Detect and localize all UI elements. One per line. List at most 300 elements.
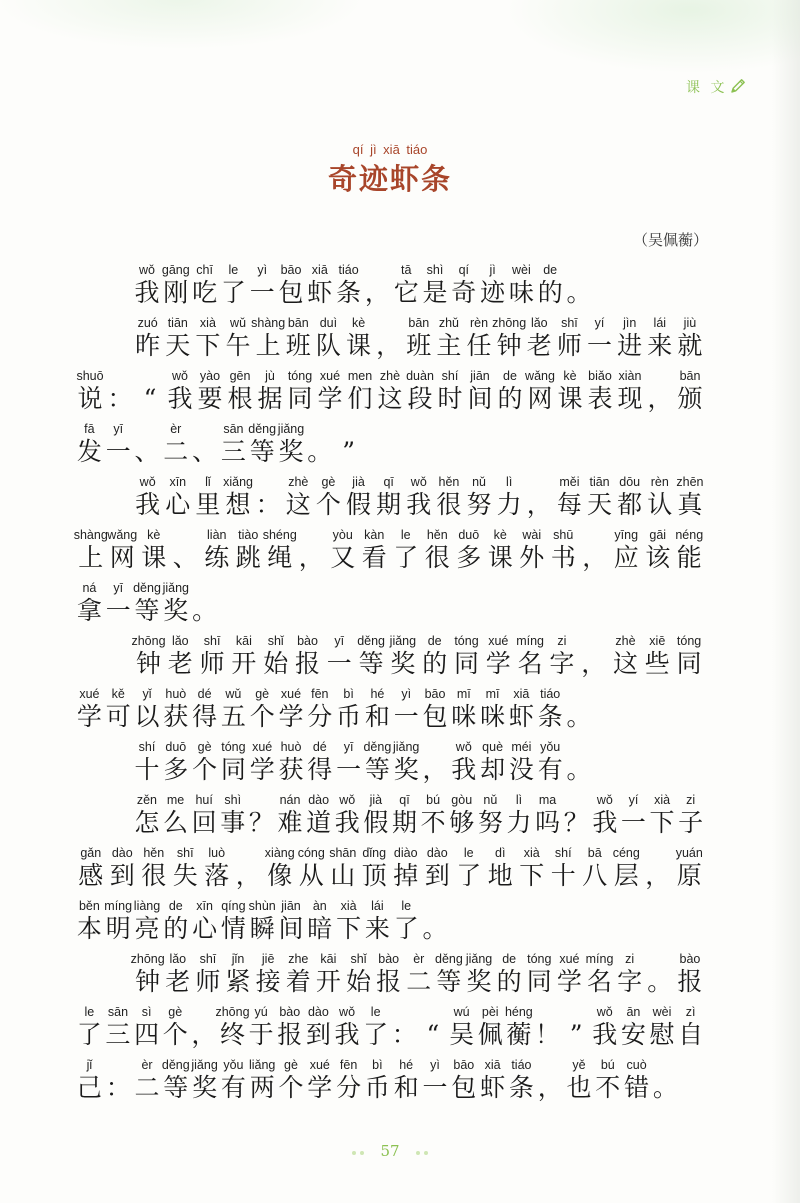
hanzi-char: 的 — [537, 278, 563, 307]
pinyin-syllable: jià — [369, 793, 383, 807]
pinyin-syllable: shū — [553, 528, 574, 542]
pinyin-syllable: tiào — [238, 528, 259, 542]
pinyin-syllable: gè — [197, 740, 212, 754]
pinyin-syllable: tiān — [589, 475, 610, 489]
line-hanzi — [75, 278, 705, 308]
pinyin-syllable: sān — [107, 1005, 129, 1019]
pinyin-syllable: yú — [254, 1005, 268, 1019]
hanzi-char: 个 — [162, 1020, 188, 1049]
hanzi-char: 难 — [277, 808, 303, 837]
hanzi-char: 班 — [285, 331, 311, 360]
hanzi-char: 主 — [436, 331, 462, 360]
pinyin-syllable: liàn — [207, 528, 227, 542]
pinyin-syllable: yì — [401, 687, 412, 701]
pinyin-syllable: xué — [252, 740, 273, 754]
hanzi-char: 二 — [406, 967, 432, 996]
pinyin-syllable: wǒ — [339, 1005, 356, 1019]
pinyin-syllable: qí — [458, 263, 470, 277]
text-line — [75, 841, 705, 894]
hanzi-char: 该 — [645, 543, 671, 572]
hanzi-char: 二 — [163, 437, 189, 466]
pinyin-syllable: zi — [686, 793, 696, 807]
hanzi-char: 的 — [163, 914, 189, 943]
pinyin-syllable: xiàn — [618, 369, 642, 383]
hanzi-char: 币 — [364, 1073, 390, 1102]
hanzi-char: 感 — [78, 861, 104, 890]
pinyin-syllable: shì — [224, 793, 242, 807]
hanzi-char: 够 — [449, 808, 475, 837]
hanzi-char: 条 — [508, 1073, 534, 1102]
line-hanzi — [75, 1073, 705, 1103]
line-hanzi — [75, 649, 705, 679]
punctuation-mark: 、 — [172, 543, 198, 572]
hanzi-char: 网 — [109, 543, 135, 572]
pinyin-syllable: tóng — [676, 634, 702, 648]
pinyin-syllable: bào — [297, 634, 318, 648]
hanzi-char: 钟 — [135, 967, 161, 996]
hanzi-char: 着 — [285, 967, 311, 996]
pinyin-syllable: yī — [113, 422, 124, 436]
hanzi-char: 虾 — [508, 702, 534, 731]
pinyin-syllable: bào — [279, 1005, 301, 1019]
hanzi-char: 吃 — [192, 278, 218, 307]
line-pinyin — [75, 527, 705, 543]
pinyin-syllable: ān — [626, 1005, 641, 1019]
hanzi-char: 得 — [192, 702, 218, 731]
punctuation-mark: ， — [364, 278, 390, 307]
hanzi-char: 三 — [220, 437, 246, 466]
hanzi-char: 有 — [537, 755, 563, 784]
pinyin-syllable: le — [401, 899, 412, 913]
pinyin-syllable: liàng — [133, 899, 161, 913]
line-pinyin — [75, 633, 705, 649]
pinyin-syllable: duì — [319, 316, 338, 330]
hanzi-char: 真 — [677, 490, 703, 519]
hanzi-char: 上 — [255, 331, 281, 360]
hanzi-char: 天 — [165, 331, 191, 360]
pinyin-syllable: xiǎng — [223, 475, 253, 489]
pinyin-syllable: huò — [165, 687, 187, 701]
hanzi-char: 一 — [105, 437, 131, 466]
hanzi-char: 包 — [278, 278, 304, 307]
hanzi-char: 落 — [204, 861, 230, 890]
hanzi-char: 同 — [220, 755, 246, 784]
pinyin-syllable: mī — [456, 687, 471, 701]
pinyin-syllable: jiē — [261, 952, 275, 966]
pinyin-syllable: hěn — [438, 475, 460, 489]
hanzi-char: 己 — [76, 1073, 102, 1102]
pinyin-syllable: yě — [572, 1058, 586, 1072]
hanzi-char: 错 — [624, 1073, 650, 1102]
line-pinyin — [75, 1057, 705, 1073]
hanzi-char: 很 — [141, 861, 167, 890]
hanzi-char: 和 — [364, 702, 390, 731]
hanzi-char: 刚 — [163, 278, 189, 307]
hanzi-char: 它 — [393, 278, 419, 307]
pinyin-syllable: de — [427, 634, 442, 648]
pinyin-syllable: de — [502, 952, 517, 966]
pinyin-syllable: mī — [485, 687, 500, 701]
line-pinyin — [75, 315, 705, 331]
line-pinyin — [75, 368, 705, 384]
pinyin-syllable: děng — [161, 1058, 190, 1072]
hanzi-char: 十 — [550, 861, 576, 890]
hanzi-char: 可 — [105, 702, 131, 731]
hanzi-char: 顶 — [361, 861, 387, 890]
pinyin-syllable: àn — [312, 899, 327, 913]
hanzi-char: 来 — [364, 914, 390, 943]
pinyin-syllable: kè — [563, 369, 577, 383]
pinyin-syllable: dōu — [619, 475, 641, 489]
line-hanzi — [75, 861, 705, 891]
pinyin-syllable: kě — [111, 687, 125, 701]
text-line — [75, 523, 705, 576]
pinyin-syllable: wǎng — [525, 369, 555, 383]
hanzi-char: 以 — [134, 702, 160, 731]
hanzi-char: 的 — [422, 649, 448, 678]
pinyin-syllable: xiàng — [264, 846, 295, 860]
line-pinyin — [75, 739, 705, 755]
hanzi-char: 段 — [407, 384, 433, 413]
hanzi-char: 都 — [617, 490, 643, 519]
pinyin-syllable: yī — [343, 740, 354, 754]
hanzi-char: 开 — [231, 649, 257, 678]
pinyin-syllable: fā — [84, 422, 95, 436]
pinyin-syllable: zhè — [288, 475, 309, 489]
hanzi-char: 下 — [336, 914, 362, 943]
hanzi-char: 很 — [424, 543, 450, 572]
line-pinyin — [75, 580, 705, 596]
hanzi-char: 吴 — [449, 1020, 475, 1049]
punctuation-mark: ， — [537, 1073, 563, 1102]
pinyin-syllable: xué — [280, 687, 302, 701]
hanzi-char: 学 — [249, 755, 275, 784]
hanzi-char: 就 — [677, 331, 703, 360]
pinyin-syllable: bāo — [453, 1058, 475, 1072]
hanzi-char: 想 — [225, 490, 251, 519]
pinyin-syllable: biǎo — [588, 369, 612, 383]
hanzi-char: 同 — [526, 967, 552, 996]
hanzi-char: 期 — [376, 490, 402, 519]
pinyin-syllable: jǐ — [86, 1058, 93, 1072]
punctuation-mark: 。 — [566, 278, 592, 307]
pinyin-syllable: zhōng — [130, 952, 165, 966]
hanzi-char: 我 — [406, 490, 432, 519]
pinyin-syllable: duō — [165, 740, 187, 754]
pinyin-syllable: yī — [334, 634, 345, 648]
punctuation-mark: “ — [426, 1020, 440, 1049]
pinyin-syllable: bān — [408, 316, 430, 330]
pinyin-syllable: méi — [511, 740, 532, 754]
pinyin-syllable: lǎo — [530, 316, 548, 330]
punctuation-mark: ， — [422, 755, 448, 784]
hanzi-char: 认 — [647, 490, 673, 519]
hanzi-char: 一 — [105, 596, 131, 625]
punctuation-mark: ， — [376, 331, 402, 360]
pinyin-syllable: ma — [538, 793, 557, 807]
pinyin-syllable: yīng — [614, 528, 639, 542]
pinyin-syllable: fēn — [339, 1058, 358, 1072]
hanzi-char: 任 — [466, 331, 492, 360]
hanzi-char: 奖 — [466, 967, 492, 996]
punctuation-mark: ？ — [248, 808, 274, 837]
hanzi-char: 一 — [326, 649, 352, 678]
pinyin-syllable: shǐ — [350, 952, 367, 966]
hanzi-char: 学 — [485, 649, 511, 678]
pinyin-syllable: shàng — [73, 528, 108, 542]
hanzi-char: 奖 — [390, 649, 416, 678]
hanzi-char: 学 — [76, 702, 102, 731]
pinyin-syllable: de — [503, 369, 517, 383]
pinyin-syllable: shí — [138, 740, 156, 754]
pinyin-syllable: le — [370, 1005, 381, 1019]
pinyin-syllable: cóng — [297, 846, 325, 860]
page-number: 57 — [380, 1142, 400, 1160]
line-pinyin — [75, 792, 705, 808]
punctuation-mark: ， — [526, 490, 552, 519]
pinyin-syllable: dì — [495, 846, 506, 860]
pinyin-syllable: jiǎng — [392, 740, 420, 754]
pinyin-syllable: wǒ — [139, 475, 156, 489]
pinyin-syllable: jiān — [470, 369, 490, 383]
pinyin-syllable: xiā — [513, 687, 530, 701]
pinyin-syllable: yǒu — [223, 1058, 244, 1072]
pinyin-syllable: kè — [147, 528, 161, 542]
line-pinyin — [75, 1004, 705, 1020]
pinyin-syllable: dào — [308, 793, 330, 807]
pinyin-syllable: shàng — [251, 316, 286, 330]
punctuation-mark: ？ — [563, 808, 589, 837]
pinyin-syllable: tiáo — [338, 263, 359, 277]
pinyin-syllable: le — [463, 846, 474, 860]
line-pinyin — [75, 898, 705, 914]
pinyin-syllable: nán — [279, 793, 301, 807]
pinyin-syllable: què — [482, 740, 504, 754]
hanzi-char: 下 — [649, 808, 675, 837]
hanzi-char: 心 — [165, 490, 191, 519]
hanzi-char: 同 — [287, 384, 313, 413]
pinyin-syllable: zhǔ — [438, 316, 459, 330]
pinyin-syllable: gāi — [649, 528, 667, 542]
pinyin-syllable: kāi — [235, 634, 252, 648]
pinyin-syllable: shuō — [76, 369, 104, 383]
text-line — [75, 682, 705, 735]
hanzi-char: 据 — [257, 384, 283, 413]
pinyin-syllable: shān — [329, 846, 357, 860]
hanzi-char: 名 — [517, 649, 543, 678]
text-line — [75, 735, 705, 788]
line-hanzi — [75, 702, 705, 732]
pinyin-syllable: jiǎng — [389, 634, 417, 648]
pinyin-syllable: bān — [679, 369, 701, 383]
line-hanzi — [75, 490, 705, 520]
hanzi-char: 道 — [306, 808, 332, 837]
pinyin-syllable: qíng — [221, 899, 246, 913]
hanzi-char: 奖 — [192, 1073, 218, 1102]
hanzi-char: 下 — [195, 331, 221, 360]
hanzi-char: 字 — [549, 649, 575, 678]
hanzi-char: 虾 — [307, 278, 333, 307]
hanzi-char: 很 — [436, 490, 462, 519]
pinyin-syllable: de — [168, 899, 183, 913]
pinyin-syllable: hěn — [426, 528, 448, 542]
pinyin-syllable: xià — [340, 899, 357, 913]
hanzi-char: 的 — [496, 967, 522, 996]
pinyin-syllable: xià — [523, 846, 540, 860]
hanzi-char: 跳 — [235, 543, 261, 572]
hanzi-char: 学 — [307, 1073, 333, 1102]
hanzi-char: 奇 — [451, 278, 477, 307]
hanzi-char: 一 — [336, 755, 362, 784]
hanzi-char: 一 — [393, 702, 419, 731]
hanzi-char: 到 — [424, 861, 450, 890]
paragraph — [75, 311, 705, 470]
hanzi-char: 师 — [195, 967, 221, 996]
punctuation-mark: ： — [391, 1020, 417, 1049]
pinyin-syllable: tiáo — [511, 1058, 532, 1072]
hanzi-char: 五 — [220, 702, 246, 731]
pinyin-syllable: gāng — [161, 263, 190, 277]
pinyin-syllable: zì — [685, 1005, 696, 1019]
hanzi-char: 怎 — [134, 808, 160, 837]
pinyin-syllable: wǒ — [596, 1005, 613, 1019]
punctuation-mark: ， — [235, 861, 261, 890]
pinyin-syllable: xué — [488, 634, 509, 648]
hanzi-char: 了 — [363, 1020, 389, 1049]
pinyin-syllable: xià — [654, 793, 671, 807]
pinyin-syllable: xué — [319, 369, 341, 383]
pinyin-syllable: yī — [113, 581, 124, 595]
lesson-body — [75, 258, 705, 1106]
pinyin-syllable: shī — [199, 952, 217, 966]
hanzi-char: 也 — [566, 1073, 592, 1102]
hanzi-char: 力 — [506, 808, 532, 837]
pinyin-syllable: nǔ — [472, 475, 486, 489]
hanzi-char: 瞬 — [249, 914, 275, 943]
pinyin-syllable: jǐn — [231, 952, 245, 966]
pinyin-syllable: yào — [199, 369, 221, 383]
hanzi-char: 包 — [422, 702, 448, 731]
hanzi-char: 队 — [315, 331, 341, 360]
hanzi-char: 于 — [248, 1020, 274, 1049]
pinyin-syllable: lì — [506, 475, 513, 489]
hanzi-char: 发 — [76, 437, 102, 466]
hanzi-char: 昨 — [135, 331, 161, 360]
hanzi-char: 子 — [678, 808, 704, 837]
hanzi-char: 到 — [305, 1020, 331, 1049]
pinyin-syllable: lì — [515, 793, 523, 807]
pinyin-syllable: ná — [82, 581, 97, 595]
pinyin-syllable: men — [347, 369, 373, 383]
hanzi-char: 同 — [676, 649, 702, 678]
pinyin-syllable: děng — [248, 422, 277, 436]
punctuation-mark: ， — [645, 861, 671, 890]
text-line — [75, 417, 705, 470]
pinyin-syllable: sì — [141, 1005, 152, 1019]
pinyin-syllable: héng — [504, 1005, 533, 1019]
pinyin-syllable: gè — [321, 475, 336, 489]
hanzi-char: 我 — [451, 755, 477, 784]
hanzi-char: 奖 — [393, 755, 419, 784]
hanzi-char: 等 — [364, 755, 390, 784]
text-line — [75, 947, 705, 1000]
pinyin-syllable: xīn — [196, 899, 213, 913]
hanzi-char: 老 — [526, 331, 552, 360]
hanzi-char: 本 — [76, 914, 102, 943]
hanzi-char: 了 — [220, 278, 246, 307]
hanzi-char: 现 — [617, 384, 643, 413]
paragraph — [75, 947, 705, 1106]
pinyin-syllable: děng — [435, 952, 463, 966]
hanzi-char: 钟 — [496, 331, 522, 360]
line-pinyin — [75, 686, 705, 702]
hanzi-char: 有 — [220, 1073, 246, 1102]
hanzi-char: 包 — [451, 1073, 477, 1102]
pinyin-syllable: gēn — [229, 369, 251, 383]
hanzi-char: 颁 — [677, 384, 703, 413]
hanzi-char: 慰 — [649, 1020, 675, 1049]
hanzi-char: 书 — [550, 543, 576, 572]
hanzi-char: 层 — [613, 861, 639, 890]
pinyin-syllable: xiā — [311, 263, 328, 277]
hanzi-char: 个 — [278, 1073, 304, 1102]
hanzi-char: 了 — [393, 914, 419, 943]
pinyin-syllable: lǎo — [171, 634, 189, 648]
pinyin-syllable: qī — [383, 475, 394, 489]
pinyin-syllable: jù — [265, 369, 275, 383]
hanzi-char: 明 — [105, 914, 131, 943]
pinyin-syllable: wǎng — [107, 528, 138, 542]
pinyin-syllable: liǎng — [248, 1058, 276, 1072]
punctuation-mark: ” — [342, 437, 355, 466]
pinyin-syllable: kāi — [320, 952, 337, 966]
hanzi-char: 终 — [219, 1020, 245, 1049]
line-hanzi — [75, 596, 705, 626]
line-hanzi — [75, 755, 705, 785]
hanzi-char: 努 — [466, 490, 492, 519]
pinyin-syllable: xīn — [169, 475, 187, 489]
hanzi-char: 同 — [453, 649, 479, 678]
pinyin-syllable: zhe — [288, 952, 309, 966]
hanzi-char: 又 — [330, 543, 356, 572]
pinyin-syllable: rèn — [650, 475, 669, 489]
pinyin-syllable: bāo — [280, 263, 302, 277]
punctuation-mark: ： — [105, 1073, 131, 1102]
pinyin-syllable: yì — [430, 1058, 440, 1072]
hanzi-char: 始 — [263, 649, 289, 678]
pinyin-syllable: jiān — [281, 899, 301, 913]
line-pinyin — [75, 845, 705, 861]
hanzi-char: 个 — [192, 755, 218, 784]
pinyin-syllable: èr — [141, 1058, 153, 1072]
pinyin-syllable: zhè — [615, 634, 636, 648]
pinyin-syllable: wǒ — [455, 740, 472, 754]
hanzi-char: 说 — [77, 384, 103, 413]
hanzi-char: 分 — [336, 1073, 362, 1102]
text-line — [75, 364, 705, 417]
pinyin-syllable: gǎn — [80, 846, 102, 860]
hanzi-char: 条 — [336, 278, 362, 307]
pinyin-syllable: gè — [255, 687, 270, 701]
hanzi-char: 外 — [519, 543, 545, 572]
hanzi-char: 们 — [347, 384, 373, 413]
pinyin-syllable: yuán — [675, 846, 703, 860]
hanzi-char: 一 — [422, 1073, 448, 1102]
hanzi-char: 掉 — [393, 861, 419, 890]
line-hanzi — [75, 543, 705, 573]
pinyin-syllable: wǒ — [139, 263, 155, 277]
pinyin-syllable: rèn — [470, 316, 489, 330]
